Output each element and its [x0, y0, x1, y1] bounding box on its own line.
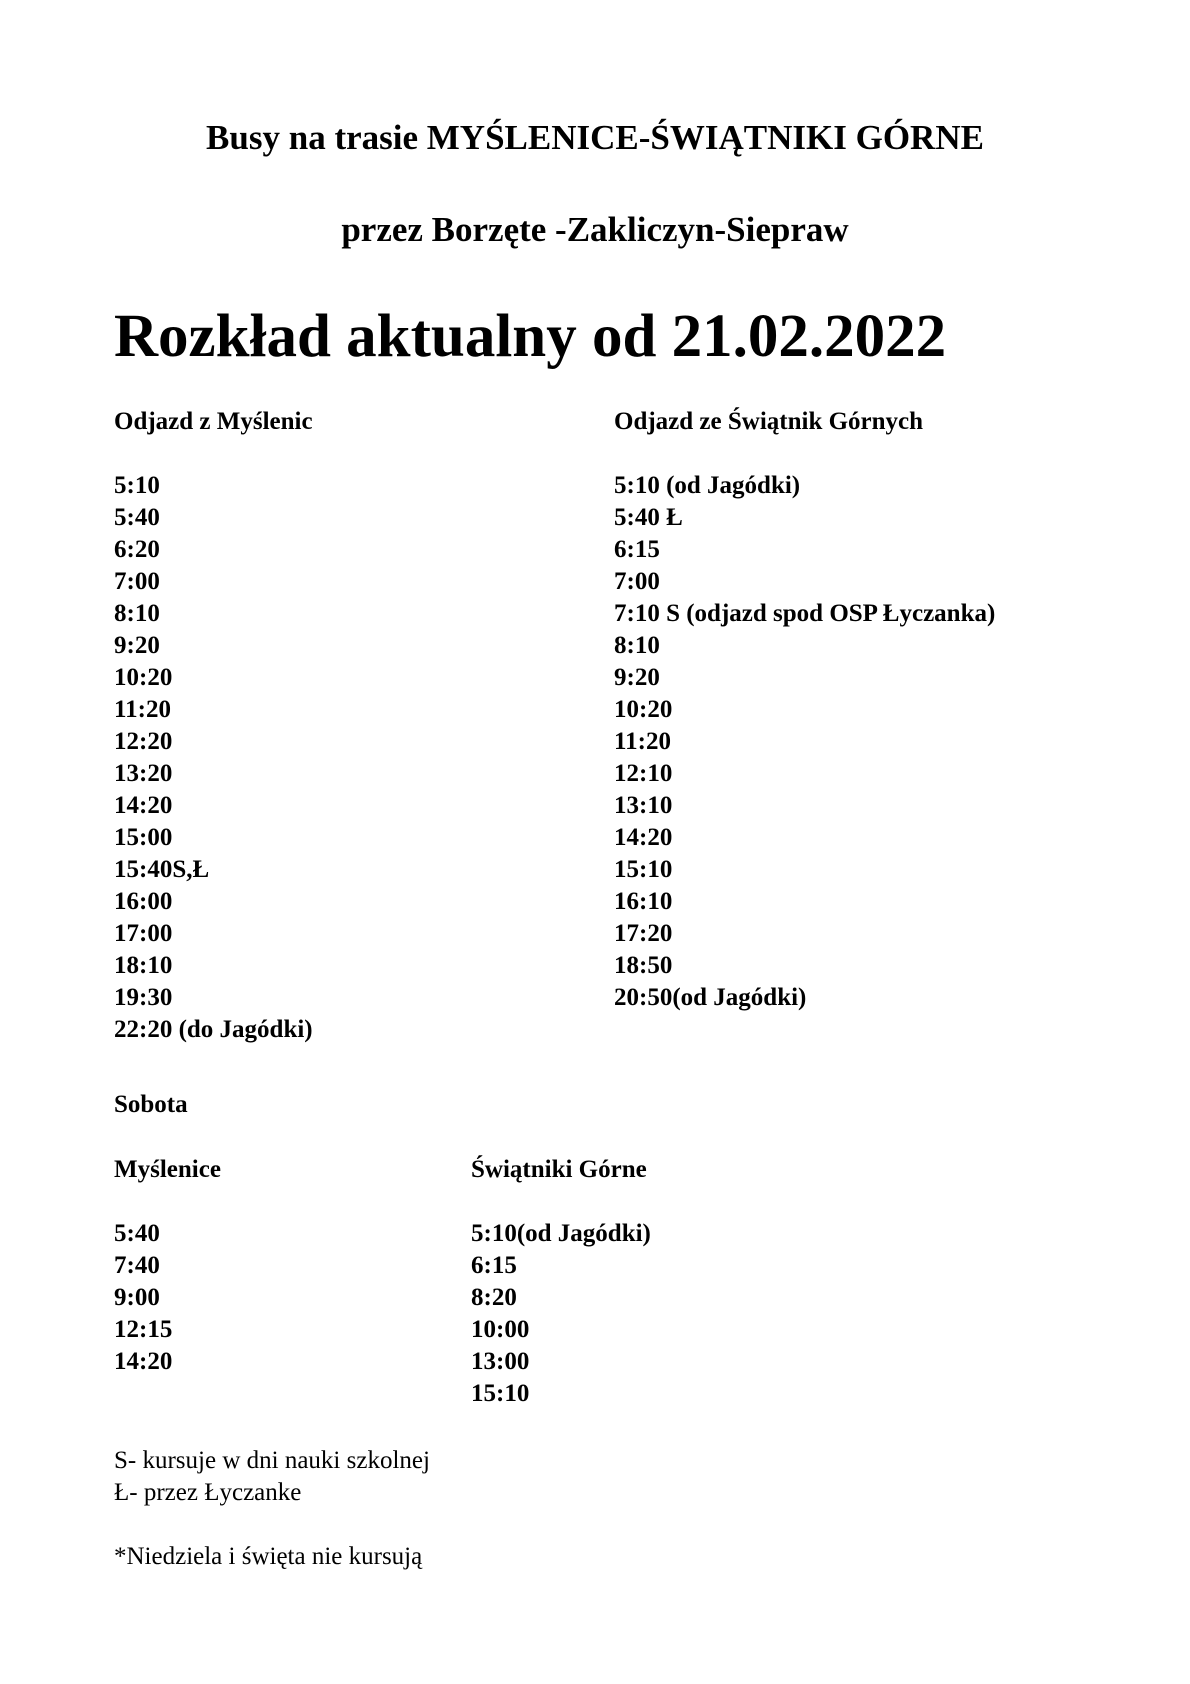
departure-time: 18:50: [614, 952, 673, 979]
departure-time: 7:10 S (odjazd spod OSP Łyczanka): [614, 600, 996, 627]
departure-time: 9:20: [614, 664, 660, 691]
departure-time: 14:20: [614, 824, 673, 851]
departure-time: 10:20: [114, 664, 173, 691]
schedule-headline: Rozkład aktualny od 21.02.2022: [114, 303, 947, 370]
departure-time: 18:10: [114, 952, 173, 979]
departure-time: 5:10(od Jagódki): [471, 1220, 651, 1247]
footnote: *Niedziela i święta nie kursują: [114, 1543, 423, 1570]
departure-time: 14:20: [114, 792, 173, 819]
document-title: Busy na trasie MYŚLENICE-ŚWIĄTNIKI GÓRNE: [206, 118, 984, 157]
saturday-myslenice-departures: [114, 1218, 172, 1378]
departure-time: 15:00: [114, 824, 173, 851]
saturday-right-header: Świątniki Górne: [471, 1156, 647, 1183]
departure-time: 11:20: [114, 696, 171, 723]
departure-time: 9:00: [114, 1284, 160, 1311]
weekday-myslenice-departures: [114, 470, 313, 1046]
weekday-right-header: Odjazd ze Świątnik Górnych: [614, 408, 924, 435]
departure-time: 12:10: [614, 760, 673, 787]
departure-time: 5:40 Ł: [614, 504, 683, 531]
departure-time: 12:20: [114, 728, 173, 755]
departure-time: 5:10: [114, 472, 160, 499]
departure-time: 13:20: [114, 760, 173, 787]
departure-time: 15:40S,Ł: [114, 856, 210, 883]
departure-time: 13:10: [614, 792, 673, 819]
departure-time: 15:10: [471, 1380, 530, 1407]
departure-time: 17:20: [614, 920, 673, 947]
saturday-swiatniki-departures: [471, 1218, 651, 1410]
departure-time: 10:20: [614, 696, 673, 723]
legend-s-note: S- kursuje w dni nauki szkolnej: [114, 1447, 430, 1474]
departure-time: 19:30: [114, 984, 173, 1011]
departure-time: 8:10: [614, 632, 660, 659]
departure-time: 5:40: [114, 504, 160, 531]
departure-time: 11:20: [614, 728, 671, 755]
departure-time: 10:00: [471, 1316, 530, 1343]
departure-time: 5:10 (od Jagódki): [614, 472, 801, 499]
departure-time: 7:40: [114, 1252, 160, 1279]
departure-time: 12:15: [114, 1316, 173, 1343]
document-subtitle: przez Borzęte -Zakliczyn-Siepraw: [341, 210, 849, 249]
departure-time: 20:50(od Jagódki): [614, 984, 807, 1011]
saturday-left-header: Myślenice: [114, 1156, 221, 1183]
weekday-left-header: Odjazd z Myślenic: [114, 408, 313, 435]
departure-time: 15:10: [614, 856, 673, 883]
departure-time: 14:20: [114, 1348, 173, 1375]
departure-time: 16:10: [614, 888, 673, 915]
departure-time: 7:00: [114, 568, 160, 595]
legend-l-note: Ł- przez Łyczanke: [114, 1479, 302, 1506]
departure-time: 6:20: [114, 536, 160, 563]
departure-time: 6:15: [471, 1252, 517, 1279]
departure-time: 7:00: [614, 568, 660, 595]
departure-time: 17:00: [114, 920, 173, 947]
departure-time: 8:20: [471, 1284, 517, 1311]
departure-time: 16:00: [114, 888, 173, 915]
departure-time: 13:00: [471, 1348, 530, 1375]
departure-time: 22:20 (do Jagódki): [114, 1016, 313, 1043]
departure-time: 8:10: [114, 600, 160, 627]
departure-time: 6:15: [614, 536, 660, 563]
saturday-label: Sobota: [114, 1091, 188, 1118]
weekday-swiatniki-departures: [614, 470, 995, 1014]
departure-time: 5:40: [114, 1220, 160, 1247]
departure-time: 9:20: [114, 632, 160, 659]
